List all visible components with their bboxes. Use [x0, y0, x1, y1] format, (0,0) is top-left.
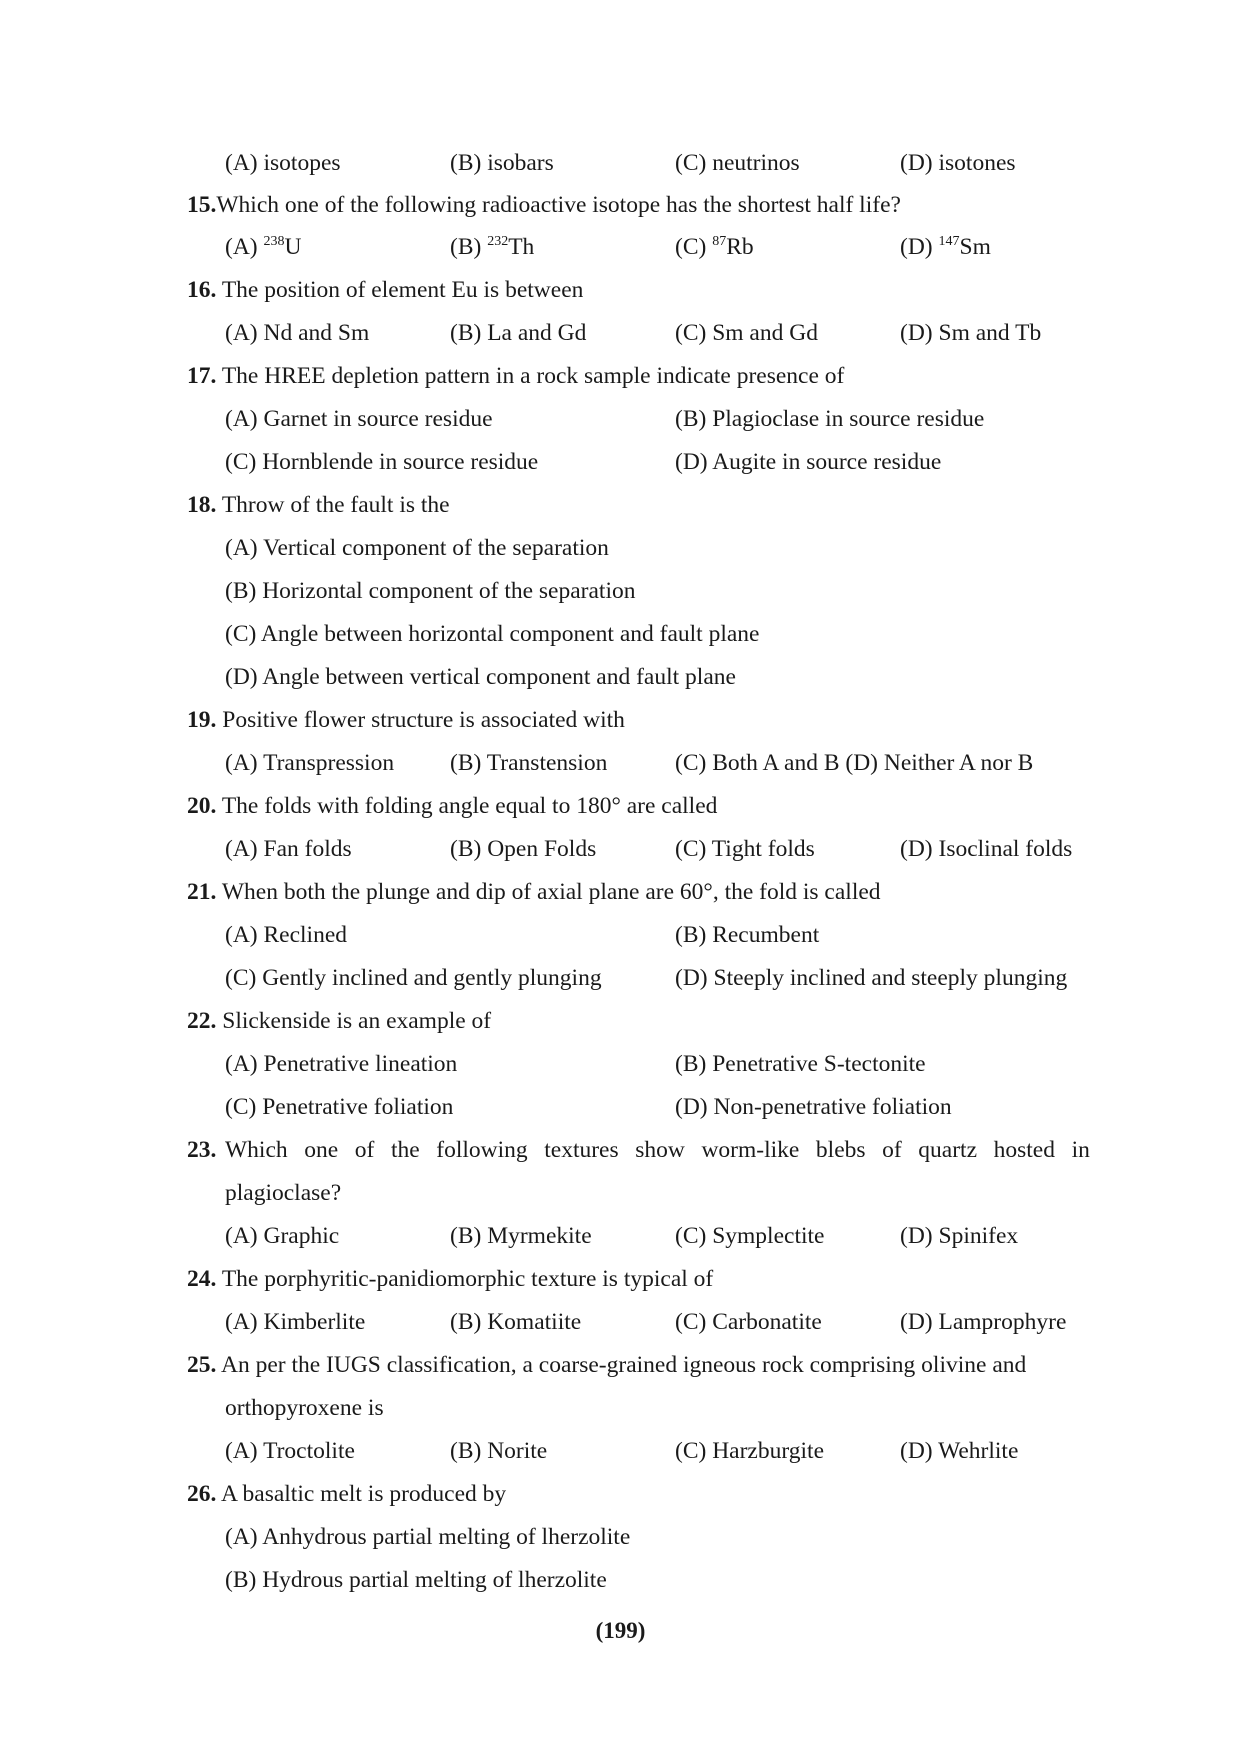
question-number: 19. [187, 707, 217, 733]
option-b: (B) $^{232}$Th [450, 234, 535, 260]
question-26 [187, 1473, 506, 1516]
option-b: (B) Komatiite [450, 1309, 582, 1335]
option-c: (C) Sm and Gd [675, 320, 818, 346]
option-c: (C) Carbonatite [675, 1309, 822, 1335]
option-a: (A) Anhydrous partial melting of lherzolite [225, 1524, 631, 1550]
question-20 [187, 785, 717, 828]
option-a: (A) $^{238}$U [225, 234, 302, 260]
option-c: (C) Tight folds [675, 836, 815, 862]
option-d: (D) Angle between vertical component and fault plane [225, 664, 736, 690]
question-18 [187, 484, 450, 527]
option-b: (B) isobars [450, 150, 554, 176]
question-number: 23. [187, 1137, 217, 1163]
option-b: (B) Horizontal component of the separation [225, 578, 636, 604]
option-d: (D) isotones [900, 150, 1016, 176]
question-text: Slickenside is an example of [222, 1008, 492, 1034]
question-number: 22. [187, 1008, 217, 1034]
question-text: Throw of the fault is the [221, 492, 450, 518]
option-a: (A) Garnet in source residue [225, 406, 493, 432]
question-text: The HREE depletion pattern in a rock sample indicate presence of [221, 363, 845, 389]
question-number: 18. [187, 492, 217, 518]
question-text: The folds with folding angle equal to 180° are called [221, 793, 718, 819]
option-a: (A) Transpression [225, 750, 395, 776]
option-d: (D) Spinifex [900, 1223, 1019, 1249]
option-d: (D) Sm and Tb [900, 320, 1042, 346]
option-a: (A) Kimberlite [225, 1309, 366, 1335]
option-a: (A) Troctolite [225, 1438, 355, 1464]
question-16 [187, 269, 583, 312]
question-text: A basaltic melt is produced by [220, 1481, 507, 1507]
page-number: (199) [595, 1618, 646, 1643]
option-b: (B) Norite [450, 1438, 548, 1464]
option-a: (A) Penetrative lineation [225, 1051, 458, 1077]
question-text: An per the IUGS classification, a coarse-grained igneous rock comprising olivine and [220, 1352, 1027, 1378]
question-text: Which one of the following radioactive isotope has the shortest half life? [216, 192, 901, 218]
option-a: (A) isotopes [225, 150, 341, 176]
option-d: (D) Non-penetrative foliation [675, 1094, 952, 1120]
option-c: (C) $^{87}$Rb [675, 234, 754, 260]
question-text-continued: plagioclase? [225, 1180, 342, 1206]
option-c-d: (C) Both A and B (D) Neither A nor B [675, 750, 1034, 776]
option-a: (A) Nd and Sm [225, 320, 370, 346]
option-c: (C) neutrinos [675, 150, 800, 176]
question-number: 16. [187, 277, 217, 303]
question-text-continued: orthopyroxene is [225, 1395, 384, 1421]
option-d: (D) Wehrlite [900, 1438, 1019, 1464]
question-text: The porphyritic-panidiomorphic texture is typical of [221, 1266, 714, 1292]
question-21 [187, 871, 881, 914]
question-17 [187, 355, 844, 398]
option-c: (C) Angle between horizontal component and fault plane [225, 621, 760, 647]
option-d: (D) Isoclinal folds [900, 836, 1073, 862]
option-a: (A) Reclined [225, 922, 348, 948]
option-b: (B) Transtension [450, 750, 608, 776]
question-number: 25. [187, 1352, 217, 1378]
question-number: 20. [187, 793, 217, 819]
question-19 [187, 699, 625, 742]
question-text: Which one of the following textures show worm-like blebs of quartz hosted in [225, 1137, 1090, 1163]
option-c: (C) Harzburgite [675, 1438, 824, 1464]
question-number: 17. [187, 363, 217, 389]
question-text: The position of element Eu is between [221, 277, 584, 303]
question-22 [187, 1000, 491, 1043]
question-number: 24. [187, 1266, 217, 1292]
question-number: 15. [187, 192, 217, 218]
option-b: (B) Myrmekite [450, 1223, 592, 1249]
option-d: (D) Lamprophyre [900, 1309, 1067, 1335]
option-a: (A) Fan folds [225, 836, 352, 862]
option-a: (A) Graphic [225, 1223, 340, 1249]
option-d: (D) Augite in source residue [675, 449, 942, 475]
option-b: (B) Open Folds [450, 836, 597, 862]
option-b: (B) Plagioclase in source residue [675, 406, 985, 432]
option-d: (D) $^{147}$Sm [900, 234, 991, 260]
option-b: (B) Penetrative S-tectonite [675, 1051, 926, 1077]
question-15 [187, 184, 901, 227]
option-c: (C) Hornblende in source residue [225, 449, 539, 475]
option-c: (C) Penetrative foliation [225, 1094, 454, 1120]
option-d: (D) Steeply inclined and steeply plunging [675, 965, 1068, 991]
question-25 [187, 1344, 1026, 1387]
question-24 [187, 1258, 713, 1301]
question-number: 21. [187, 879, 217, 905]
question-text: Positive flower structure is associated with [222, 707, 625, 733]
question-number: 26. [187, 1481, 217, 1507]
option-c: (C) Symplectite [675, 1223, 825, 1249]
option-c: (C) Gently inclined and gently plunging [225, 965, 602, 991]
question-text: When both the plunge and dip of axial plane are 60°, the fold is called [221, 879, 881, 905]
option-b: (B) La and Gd [450, 320, 587, 346]
option-b: (B) Recumbent [675, 922, 820, 948]
option-b: (B) Hydrous partial melting of lherzolite [225, 1567, 607, 1593]
option-a: (A) Vertical component of the separation [225, 535, 609, 561]
